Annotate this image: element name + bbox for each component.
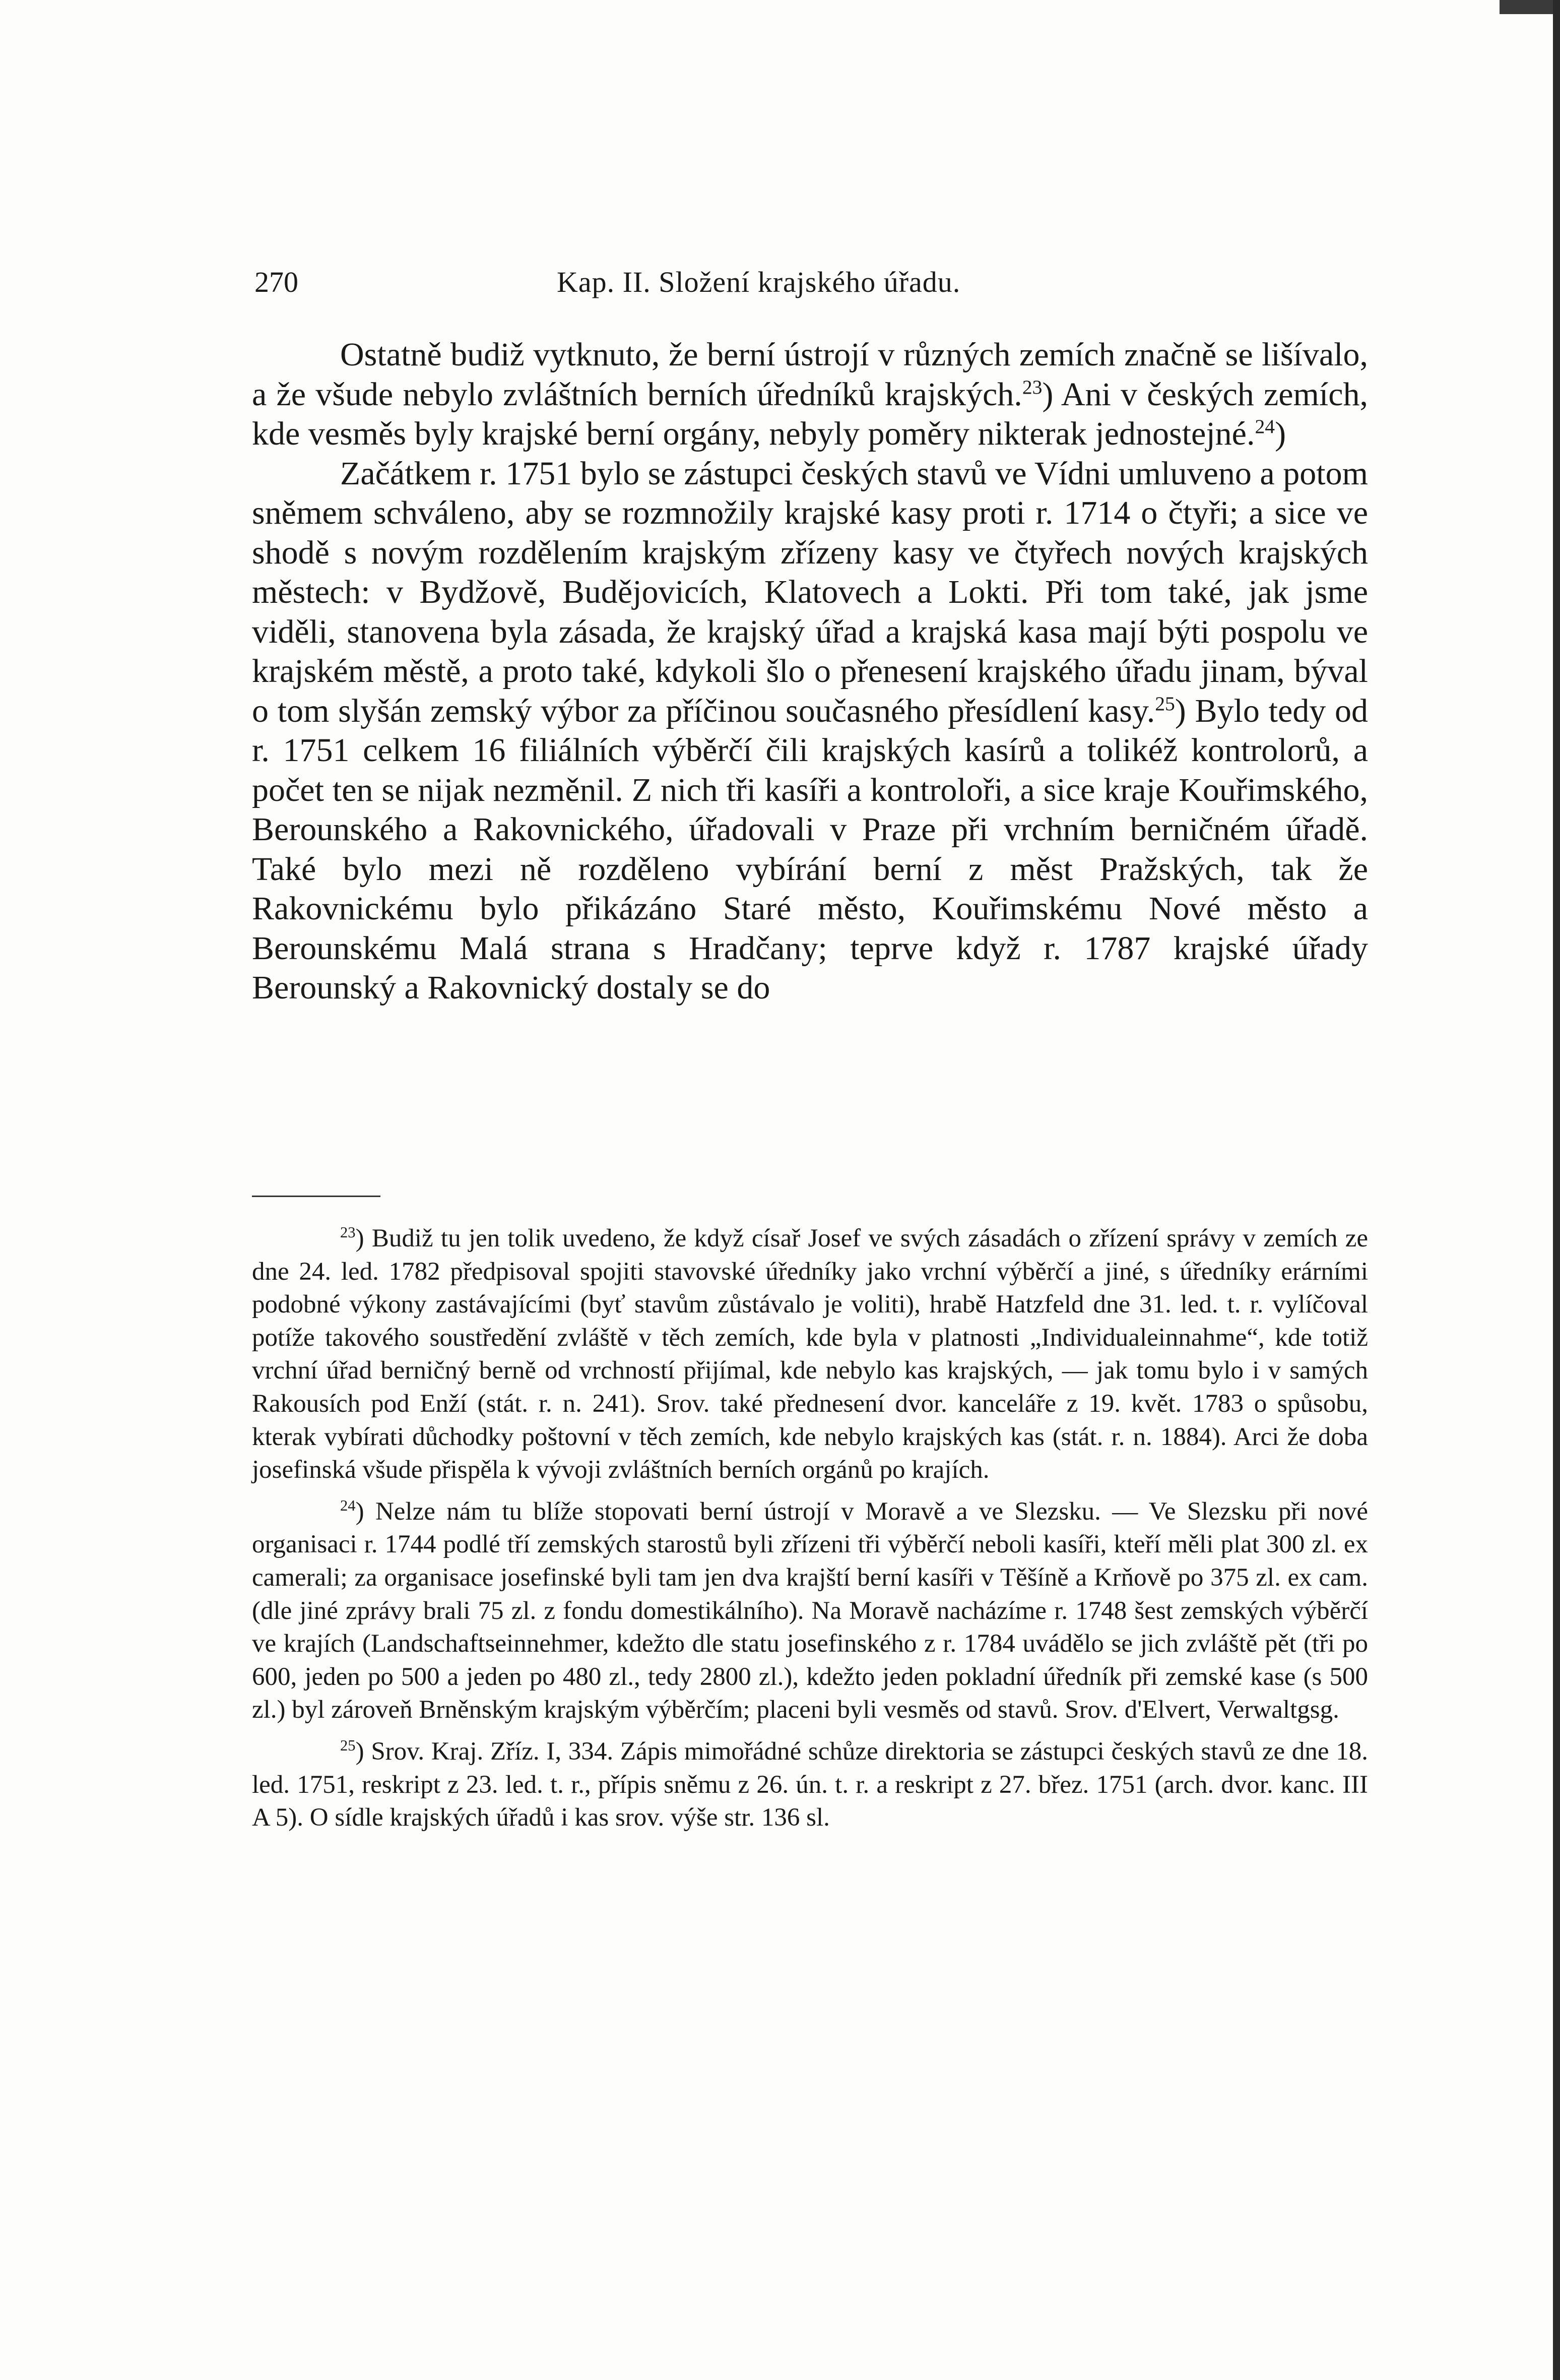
footnote-ref-25: 25	[1155, 692, 1175, 715]
footnote-text: ) Nelze nám tu blíže stopovati berní ústrojí v Moravě a ve Slezsku. — Ve Slezsku při nové organisaci r. 1744 podlé tří zemských starostů byli zřízeni tři výběrčí neboli kasíři, kteří měli plat 300 zl. ex camerali; za organisace josefinské byli tam jen dva krajští berní kasíři v Těšíně a Krňově po 375 zl. ex cam. (dle jiné zprávy brali 75 zl. z fondu domestikálního). Na Moravě nacházíme r. 1748 šest zemských výběrčí ve krajích (Landschaftseinnehmer, kdežto dle statu josefinského z r. 1784 uvádělo se jich zvláště pět (tři po 600, jeden po 500 a jeden po 480 zl., tedy 2800 zl.), kdežto jeden pokladní úředník při zemské kase (s 500 zl.) byl zároveň Brněnským krajským výběrčím; placeni byli vesměs od stavů. Srov. d'Elvert, Verwaltgsg.	[252, 1497, 1368, 1724]
paragraph-1-text-b: ) Ani v českých zemích, kde vesměs byly krajské berní orgány, nebyly poměry nikterak jednostejné.	[252, 375, 1368, 452]
footnote-text: ) Srov. Kraj. Zříz. I, 334. Zápis mimořádné schůze direktoria se zástupci českých stavů ze dne 18. led. 1751, reskript z 23. led. t. r., přípis sněmu z 26. ún. t. r. a reskript z 27. břez. 1751 (arch. dvor. kanc. III A 5). O sídle krajských úřadů i kas srov. výše str. 136 sl.	[252, 1737, 1368, 1832]
scan-edge-shadow	[1553, 0, 1560, 2380]
paragraph-2-text-b: ) Bylo tedy od r. 1751 celkem 16 filiálních výběrčí čili krajských kasírů a tolikéž kontrolorů, a počet ten se nijak nezměnil. Z nich tři kasíři a kontroloři, a sice kraje Kouřimského, Berounského a Rakovnického, úřadovali v Praze při vrchním berničném úřadě. Také bylo mezi ně rozděleno vybírání berní z měst Pražských, tak že Rakovnickému bylo přikázáno Staré město, Kouřimskému Nové město a Berounskému Malá strana s Hradčany; teprve když r. 1787 krajské úřady Berounský a Rakovnický dostaly se do	[252, 692, 1368, 1006]
paragraph-1-text-c: )	[1275, 415, 1286, 452]
page-number: 270	[254, 266, 298, 298]
footnote-25	[252, 1735, 1368, 1835]
paragraph-2-text: Začátkem r. 1751 bylo se zástupci českých stavů ve Vídni umluveno a potom sněmem schváleno, aby se rozmnožily krajské kasy proti r. 1714 o čtyři; a sice ve shodě s novým rozdělením krajským zřízeny kasy ve čtyřech nových krajských městech: v Bydžově, Budějovicích, Klatovech a Lokti. Při tom také, jak jsme viděli, stanovena byla zásada, že krajský úřad a krajská kasa mají býti pospolu ve krajském městě, a proto také, kdykoli šlo o přenesení krajského úřadu jinam, býval o tom slyšán zemský výbor za příčinou současného přesídlení kasy.	[252, 455, 1368, 729]
footnote-number: 24	[340, 1496, 356, 1514]
paragraph-2	[252, 454, 1368, 1008]
footnote-24	[252, 1495, 1368, 1727]
paragraph-1	[252, 335, 1368, 454]
paragraph-1-text: Ostatně budiž vytknuto, že berní ústrojí v různých zemích značně se lišívalo, a že všude nebylo zvláštních berních úředníků krajských.	[252, 336, 1368, 413]
footnote-ref-24: 24	[1255, 415, 1275, 437]
footnote-23	[252, 1222, 1368, 1487]
footnotes	[252, 1222, 1368, 1843]
footnote-ref-23: 23	[1022, 375, 1043, 398]
footnote-separator	[252, 1196, 380, 1197]
page-header	[254, 262, 1363, 307]
main-text	[252, 335, 1368, 1008]
scan-corner-shadow	[1500, 0, 1560, 14]
running-title: Kap. II. Složení krajského úřadu.	[557, 266, 961, 298]
footnote-number: 25	[340, 1736, 356, 1754]
footnote-number: 23	[340, 1224, 356, 1241]
footnote-text: ) Budiž tu jen tolik uvedeno, že když císař Josef ve svých zásadách o zřízení správy v zemích ze dne 24. led. 1782 předpisoval spojiti stavovské úředníky jako vrchní výběrčí a jiné, s úředníky erárními podobné výkony zastávajícími (byť stavům zůstávalo je voliti), hrabě Hatzfeld dne 31. led. t. r. vylíčoval potíže takového soustředění zvláště v těch zemích, kde byla v platnosti „Individualeinnahme“, kde totiž vrchní úřad berničný berně od vrchností přijímal, kde nebylo kas krajských, — jak tomu bylo i v samých Rakousích pod Enží (stát. r. n. 241). Srov. také přednesení dvor. kanceláře z 19. květ. 1783 o spůsobu, kterak vybírati důchodky poštovní v těch zemích, kde nebylo krajských kas (stát. r. n. 1884). Arci že doba josefinská všude přispěla k vývoji zvláštních berních orgánů po krajích.	[252, 1224, 1368, 1484]
